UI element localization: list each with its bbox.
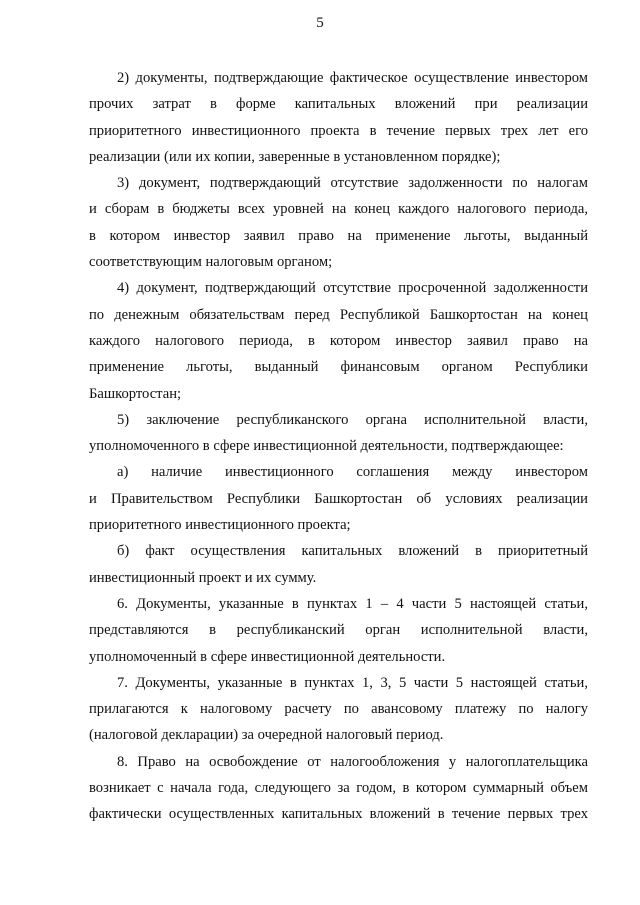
text-line: 8. Право на освобождение от налогообложения у налогоплательщика — [117, 753, 588, 770]
text-line: реализации (или их копии, заверенные в установленном порядке); — [89, 148, 501, 165]
page-number: 5 — [316, 15, 324, 31]
text-line: прилагаются к налоговому расчету по авансовому платежу по налогу — [89, 701, 588, 718]
text-line: представляются в республиканский орган исполнительной власти, — [89, 622, 588, 639]
document-body — [89, 65, 588, 828]
text-line: уполномоченного в сфере инвестиционной деятельности, подтверждающее: — [89, 438, 564, 455]
text-line: по денежным обязательствам перед Республикой Башкортостан на конец — [89, 306, 588, 323]
text-line: уполномоченный в сфере инвестиционной деятельности. — [89, 648, 446, 665]
text-line: б) факт осуществления капитальных вложений в приоритетный — [117, 543, 588, 560]
text-line: возникает с начала года, следующего за годом, в котором суммарный объем — [89, 780, 588, 797]
text-line: а) наличие инвестиционного соглашения между инвестором — [117, 464, 588, 481]
text-line: прочих затрат в форме капитальных вложений при реализации — [89, 96, 588, 113]
text-line: Башкортостан; — [89, 385, 182, 402]
text-line: каждого налогового периода, в котором инвестор заявил право на — [89, 332, 588, 349]
text-line: (налоговой декларации) за очередной налоговый период. — [89, 727, 444, 744]
text-line: 2) документы, подтверждающие фактическое осуществление инвестором — [117, 70, 588, 86]
text-line: инвестиционный проект и их сумму. — [89, 569, 317, 586]
text-line: 6. Документы, указанные в пунктах 1 – 4 части 5 настоящей статьи, — [117, 595, 588, 612]
text-line: приоритетного инвестиционного проекта; — [89, 517, 351, 534]
text-line: приоритетного инвестиционного проекта в течение первых трех лет его — [89, 122, 588, 139]
text-line: 7. Документы, указанные в пунктах 1, 3, 5 части 5 настоящей статьи, — [117, 674, 588, 691]
text-line: применение льготы, выданный финансовым органом Республики — [89, 359, 588, 376]
text-line: фактически осуществленных капитальных вложений в течение первых трех — [89, 806, 588, 823]
text-line: и Правительством Республики Башкортостан об условиях реализации — [89, 490, 588, 507]
text-line: соответствующим налоговым органом; — [89, 254, 333, 271]
text-line: и сборам в бюджеты всех уровней на конец каждого налогового периода, — [89, 201, 588, 218]
text-line: 4) документ, подтверждающий отсутствие просроченной задолженности — [117, 280, 588, 297]
text-line: в котором инвестор заявил право на применение льготы, выданный — [89, 227, 588, 244]
text-line: 5) заключение республиканского органа исполнительной власти, — [117, 411, 588, 428]
text-line: 3) документ, подтверждающий отсутствие задолженности по налогам — [117, 175, 588, 192]
